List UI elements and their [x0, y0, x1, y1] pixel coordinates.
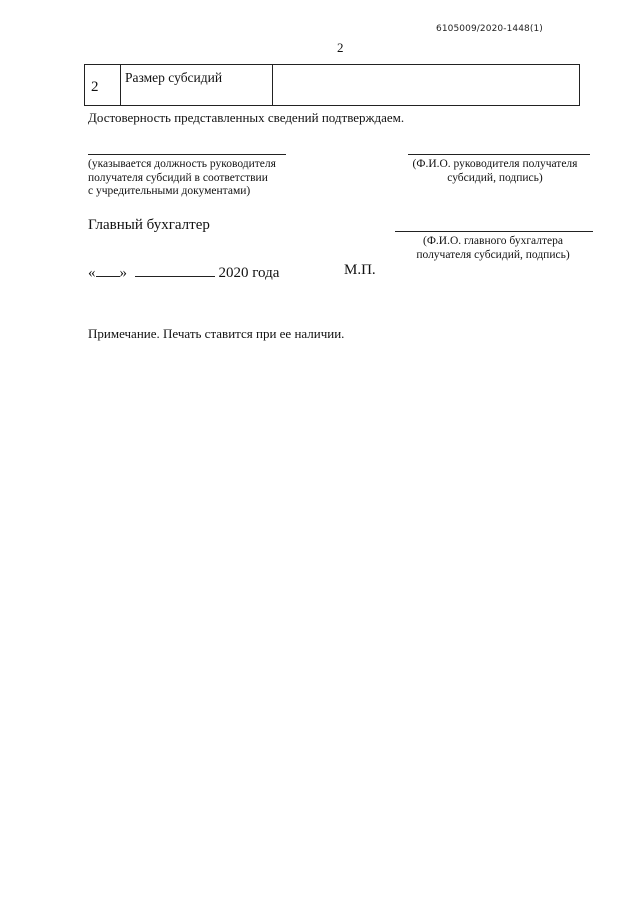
- chief-accountant-caption: [392, 235, 594, 262]
- date-close-quote: »: [119, 265, 127, 281]
- table-cell-number: [85, 65, 121, 105]
- caption-line: получателя субсидий в соответствии: [88, 171, 268, 184]
- caption-line: субсидий, подпись): [447, 171, 543, 184]
- table-cell-label: [121, 65, 273, 105]
- caption-line: с учредительными документами): [88, 185, 251, 197]
- date-line: [88, 262, 279, 282]
- caption-line: (указывается должность руководителя: [88, 158, 276, 170]
- footnote: Примечание. Печать ставится при ее наличии.: [88, 326, 345, 341]
- table-cell-value: [273, 65, 579, 105]
- year-text: 2020 года: [218, 265, 280, 281]
- stamp-place-label: М.П.: [344, 262, 376, 278]
- head-position-caption: [88, 158, 276, 199]
- subsidy-table: [84, 64, 580, 106]
- row-number: 2: [91, 79, 99, 95]
- document-id: 6105009/2020-1448(1): [436, 24, 543, 34]
- caption-line: (Ф.И.О. руководителя получателя: [412, 158, 578, 170]
- head-position-line: [88, 154, 286, 155]
- day-blank: [96, 262, 120, 277]
- row-label: Размер субсидий: [125, 70, 223, 85]
- caption-line: получателя субсидий, подпись): [416, 248, 570, 261]
- chief-accountant-label: Главный бухгалтер: [88, 217, 210, 233]
- page-number: 2: [337, 40, 344, 55]
- confirmation-text: Достоверность представленных сведений подтверждаем.: [88, 110, 405, 125]
- head-name-line: [408, 154, 590, 155]
- month-blank: [135, 262, 215, 277]
- chief-accountant-line: [395, 231, 593, 232]
- date-open-quote: «: [88, 265, 96, 281]
- caption-line: (Ф.И.О. главного бухгалтера: [423, 235, 563, 247]
- head-name-caption: [395, 158, 595, 185]
